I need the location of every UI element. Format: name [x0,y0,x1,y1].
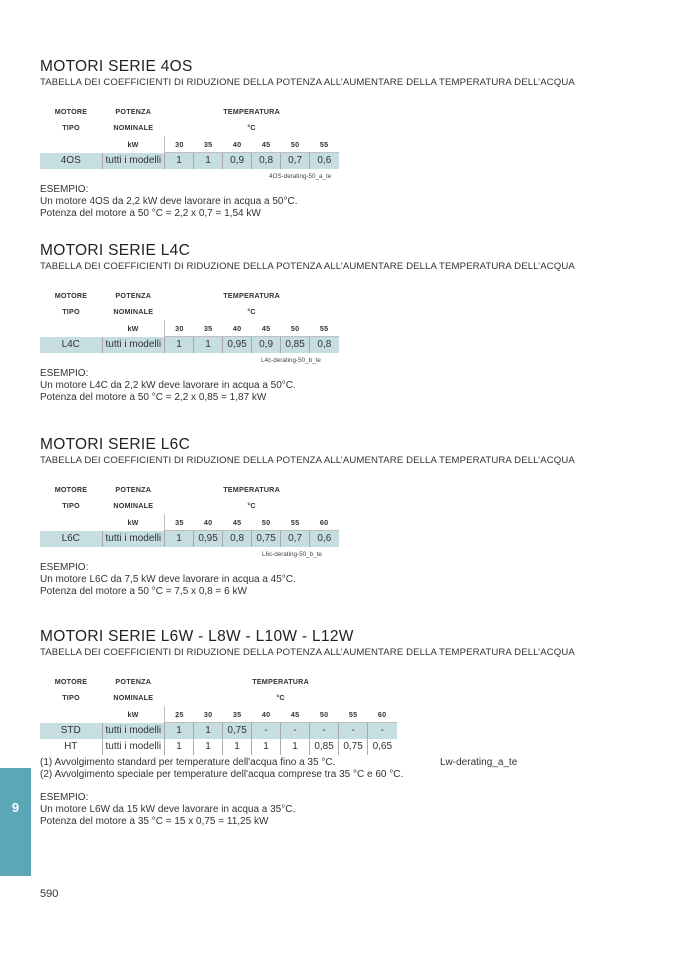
example-line: Potenza del motore a 50 °C = 7,5 x 0,8 = 6 kW [40,585,247,597]
header-nominale: NOMINALE [113,123,154,133]
header-temp: 55 [281,514,310,531]
header-temp: 40 [223,136,252,153]
cell-coefficient: 0,95 [194,531,223,547]
header-temperatura: TEMPERATURA [252,676,309,686]
cell-coefficient: 1 [223,739,252,755]
example-line: Potenza del motore a 35 °C = 15 x 0,75 = 11,25 kW [40,815,269,827]
header-potenza: POTENZA [115,484,152,494]
header-temp: 40 [252,706,281,723]
header-tipo: TIPO [62,693,80,703]
header-potenza: POTENZA [115,106,152,116]
chapter-tab: 9 [0,768,31,876]
table-code: L4c-derating-50_b_te [261,356,321,364]
cell-potenza: tutti i modelli [102,723,165,739]
section-4os [40,58,640,220]
header-unit: °C [247,501,256,511]
section-l4c [40,242,640,404]
header-potenza: POTENZA [115,290,152,300]
header-temp: 50 [252,514,281,531]
example-line: Un motore L6C da 7,5 kW deve lavorare in acqua a 45°C. [40,573,296,585]
cell-potenza: tutti i modelli [102,337,165,353]
cell-coefficient: 0,6 [310,153,339,169]
example-line: Un motore L6W da 15 kW deve lavorare in acqua a 35°C. [40,803,296,815]
cell-coefficient: 1 [194,723,223,739]
derating-table [40,673,397,755]
example-line: Potenza del motore a 50 °C = 2,2 x 0,7 = 1,54 kW [40,207,261,219]
header-temp: 60 [368,706,397,723]
note-row [40,769,640,781]
cell-coefficient: 0,7 [281,153,310,169]
cell-coefficient: 1 [165,153,194,169]
cell-coefficient: 0,75 [223,723,252,739]
header-potenza: POTENZA [115,676,152,686]
header-nominale: NOMINALE [113,307,154,317]
cell-coefficient: 1 [281,739,310,755]
cell-coefficient: 0,75 [339,739,368,755]
example-label: ESEMPIO: [40,561,89,573]
cell-coefficient: 0,8 [252,153,281,169]
section-subtitle: TABELLA DEI COEFFICIENTI DI RIDUZIONE DELLA POTENZA ALL’AUMENTARE DELLA TEMPERATURA DELL’ACQUA [40,455,575,466]
cell-coefficient: 1 [252,739,281,755]
cell-potenza: tutti i modelli [102,739,165,755]
note-line: (1) Avvolgimento standard per temperature dell'acqua fino a 35 °C. [40,756,336,768]
cell-tipo: HT [40,739,102,755]
section-l6c [40,436,640,598]
header-temp: 40 [194,514,223,531]
cell-coefficient: 0,75 [252,531,281,547]
note-row [40,757,640,769]
header-temp: 25 [165,706,194,723]
cell-coefficient: - [252,723,281,739]
cell-coefficient: 0,8 [223,531,252,547]
header-temp: 50 [281,320,310,337]
header-motore: MOTORE [54,106,88,116]
cell-coefficient: 0,85 [281,337,310,353]
cell-coefficient: - [310,723,339,739]
example-label: ESEMPIO: [40,791,89,803]
header-temp: 30 [194,706,223,723]
cell-coefficient: 1 [165,531,194,547]
section-title: MOTORI SERIE 4OS [40,58,193,75]
cell-coefficient: - [339,723,368,739]
cell-tipo: L6C [40,531,102,547]
table-row [40,723,397,739]
header-temp: 45 [281,706,310,723]
header-temperatura: TEMPERATURA [223,484,280,494]
cell-coefficient: 1 [194,153,223,169]
table-code: 4OS-derating-50_a_te [269,172,332,180]
header-kw: kW [102,514,165,531]
header-nominale: NOMINALE [113,501,154,511]
example-label: ESEMPIO: [40,367,89,379]
header-kw: kW [102,320,165,337]
header-motore: MOTORE [54,290,88,300]
table-row [40,153,339,169]
cell-coefficient: 1 [194,337,223,353]
header-tipo: TIPO [62,123,80,133]
header-temperatura: TEMPERATURA [223,290,280,300]
page-number: 590 [40,888,59,900]
cell-coefficient: 0,6 [310,531,339,547]
example-line: Un motore L4C da 2,2 kW deve lavorare in acqua a 50°C. [40,379,296,391]
header-temperatura: TEMPERATURA [223,106,280,116]
header-temp: 30 [165,136,194,153]
cell-coefficient: 0,95 [223,337,252,353]
header-kw: kW [102,136,165,153]
table-code: L6c-derating-50_b_te [262,550,322,558]
header-temp: 35 [165,514,194,531]
section-title: MOTORI SERIE L6C [40,436,191,453]
cell-coefficient: - [281,723,310,739]
example-line: Un motore 4OS da 2,2 kW deve lavorare in acqua a 50°C. [40,195,298,207]
header-kw: kW [102,706,165,723]
cell-coefficient: 0,85 [310,739,339,755]
cell-potenza: tutti i modelli [102,531,165,547]
header-temp: 45 [223,514,252,531]
cell-coefficient: - [368,723,397,739]
table-row [40,337,339,353]
header-unit: °C [247,307,256,317]
note-line: (2) Avvolgimento speciale per temperature dell'acqua comprese tra 35 °C e 60 °C. [40,768,404,780]
header-temp: 55 [310,136,339,153]
header-nominale: NOMINALE [113,693,154,703]
cell-coefficient: 1 [194,739,223,755]
cell-potenza: tutti i modelli [102,153,165,169]
section-title: MOTORI SERIE L4C [40,242,191,259]
cell-tipo: 4OS [40,153,102,169]
derating-table [40,103,339,169]
header-temp: 30 [165,320,194,337]
header-motore: MOTORE [54,484,88,494]
cell-tipo: L4C [40,337,102,353]
derating-table [40,287,339,353]
header-unit: °C [276,693,285,703]
example-label: ESEMPIO: [40,183,89,195]
header-temp: 45 [252,320,281,337]
section-subtitle: TABELLA DEI COEFFICIENTI DI RIDUZIONE DELLA POTENZA ALL’AUMENTARE DELLA TEMPERATURA DELL’ACQUA [40,261,575,272]
cell-coefficient: 1 [165,337,194,353]
header-tipo: TIPO [62,307,80,317]
section-l6w-l12w [40,628,640,828]
header-temp: 55 [339,706,368,723]
example-line: Potenza del motore a 50 °C = 2,2 x 0,85 = 1,87 kW [40,391,267,403]
header-temp: 35 [194,320,223,337]
cell-tipo: STD [40,723,102,739]
header-temp: 35 [223,706,252,723]
header-tipo: TIPO [62,501,80,511]
header-temp: 50 [310,706,339,723]
header-temp: 45 [252,136,281,153]
section-title: MOTORI SERIE L6W - L8W - L10W - L12W [40,628,354,645]
cell-coefficient: 0,7 [281,531,310,547]
cell-coefficient: 0,9 [252,337,281,353]
header-temp: 35 [194,136,223,153]
cell-coefficient: 0,9 [223,153,252,169]
header-temp: 50 [281,136,310,153]
header-temp: 55 [310,320,339,337]
table-code: Lw-derating_a_te [440,756,518,768]
table-row [40,739,397,755]
cell-coefficient: 0,65 [372,741,393,752]
header-temp: 60 [310,514,339,531]
header-temp: 40 [223,320,252,337]
header-motore: MOTORE [54,676,88,686]
cell-coefficient: 1 [165,739,194,755]
header-unit: °C [247,123,256,133]
table-row [40,531,339,547]
cell-coefficient: 1 [165,723,194,739]
section-subtitle: TABELLA DEI COEFFICIENTI DI RIDUZIONE DELLA POTENZA ALL’AUMENTARE DELLA TEMPERATURA DELL’ACQUA [40,77,575,88]
derating-table [40,481,339,547]
section-subtitle: TABELLA DEI COEFFICIENTI DI RIDUZIONE DELLA POTENZA ALL’AUMENTARE DELLA TEMPERATURA DELL’ACQUA [40,647,575,658]
cell-coefficient: 0,8 [310,337,339,353]
